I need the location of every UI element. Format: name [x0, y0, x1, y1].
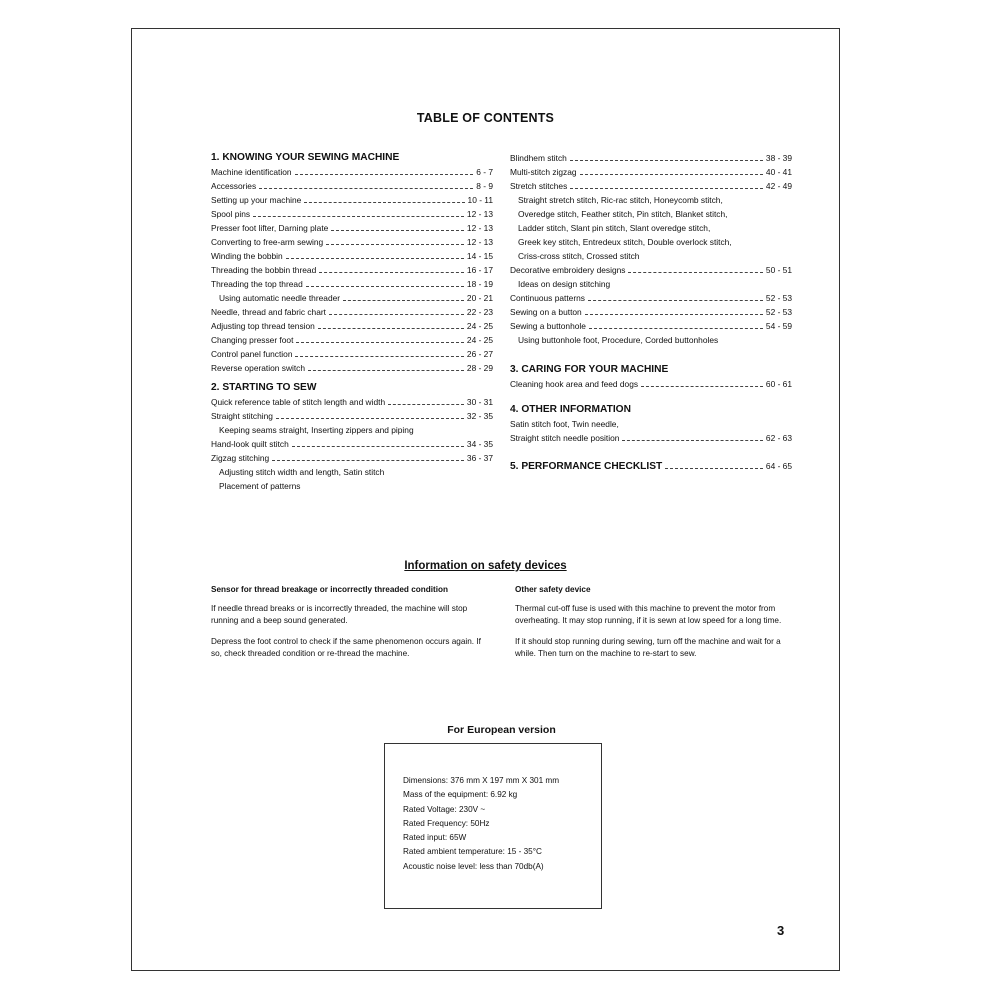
section-heading: 2. STARTING TO SEW	[211, 382, 317, 393]
toc-subentry: Keeping seams straight, Inserting zippers and piping	[219, 425, 414, 435]
toc-entry: Stretch stitches 42 - 49	[510, 181, 792, 191]
safety-left-heading: Sensor for thread breakage or incorrectly threaded condition	[211, 585, 449, 594]
section-heading: 3. CARING FOR YOUR MACHINE	[510, 364, 669, 375]
spec-line: Rated input: 65W	[403, 833, 467, 843]
toc-entry: Straight stitch needle position 62 - 63	[510, 433, 792, 443]
safety-right-heading: Other safety device	[515, 585, 591, 594]
toc-entry: Accessories 8 - 9	[211, 181, 493, 191]
toc-entry: Using automatic needle threader 20 - 21	[219, 293, 493, 303]
toc-subentry: Straight stretch stitch, Ric-rac stitch, Honeycomb stitch,	[518, 195, 723, 205]
toc-entry: Machine identification 6 - 7	[211, 167, 493, 177]
toc-subentry: Adjusting stitch width and length, Satin stitch	[219, 467, 385, 477]
toc-entry: Threading the bobbin thread 16 - 17	[211, 265, 493, 275]
toc-entry: Converting to free-arm sewing 12 - 13	[211, 237, 493, 247]
safety-right-paragraph: If it should stop running during sewing, turn off the machine and wait for a while. Then turn on the machine to re-start to sew.	[515, 637, 781, 658]
toc-subentry: Ideas on design stitching	[518, 279, 611, 289]
toc-subentry: Placement of patterns	[219, 481, 301, 491]
page-title: TABLE OF CONTENTS	[416, 111, 555, 125]
safety-right-block	[515, 585, 792, 669]
toc-subentry: Ladder stitch, Slant pin stitch, Slant overedge stitch,	[518, 223, 711, 233]
toc-entry: Sewing a buttonhole 54 - 59	[510, 321, 792, 331]
manual-page	[131, 28, 840, 971]
safety-left-block	[211, 585, 491, 669]
toc-entry: Spool pins 12 - 13	[211, 209, 493, 219]
spec-line: Mass of the equipment: 6.92 kg	[403, 790, 518, 800]
toc-entry: Control panel function 26 - 27	[211, 349, 493, 359]
spec-line: Rated ambient temperature: 15 - 35°C	[403, 847, 542, 857]
spec-line: Rated Frequency: 50Hz	[403, 818, 490, 828]
toc-entry: Presser foot lifter, Darning plate 12 - 13	[211, 223, 493, 233]
toc-entry: Blindhem stitch 38 - 39	[510, 153, 792, 163]
toc-entry: Changing presser foot 24 - 25	[211, 335, 493, 345]
toc-subentry: Overedge stitch, Feather stitch, Pin stitch, Blanket stitch,	[518, 209, 728, 219]
toc-subentry: Using buttonhole foot, Procedure, Corded buttonholes	[518, 335, 719, 345]
toc-entry: Reverse operation switch 28 - 29	[211, 363, 493, 373]
toc-entry: Threading the top thread 18 - 19	[211, 279, 493, 289]
toc-right-column	[510, 151, 792, 473]
toc-line: Satin stitch foot, Twin needle,	[510, 419, 619, 429]
toc-entry: Setting up your machine 10 - 11	[211, 195, 493, 205]
toc-entry: Decorative embroidery designs 50 - 51	[510, 265, 792, 275]
european-title: For European version	[447, 724, 556, 736]
toc-entry: Zigzag stitching 36 - 37	[211, 453, 493, 463]
spec-box	[384, 743, 602, 909]
page-number: 3	[777, 923, 785, 938]
section-heading: 4. OTHER INFORMATION	[510, 404, 631, 415]
toc-entry: Needle, thread and fabric chart 22 - 23	[211, 307, 493, 317]
toc-subentry: Greek key stitch, Entredeux stitch, Double overlock stitch,	[518, 237, 732, 247]
toc-entry: Quick reference table of stitch length and width 30 - 31	[211, 397, 493, 407]
safety-right-paragraph: Thermal cut-off fuse is used with this machine to prevent the motor from overheating. It may stop running, if it is sewn at low speed for a long time.	[515, 604, 782, 625]
toc-entry: Continuous patterns 52 - 53	[510, 293, 792, 303]
spec-line: Acoustic noise level: less than 70db(A)	[403, 861, 544, 871]
section-heading: 1. KNOWING YOUR SEWING MACHINE	[211, 152, 400, 163]
safety-left-paragraph: If needle thread breaks or is incorrectly threaded, the machine will stop running and a beep sound generated.	[211, 604, 468, 625]
toc-entry: Adjusting top thread tension 24 - 25	[211, 321, 493, 331]
safety-left-paragraph: Depress the foot control to check if the same phenomenon occurs again. If so, check threaded condition or re-thread the machine.	[211, 637, 481, 658]
spec-line: Rated Voltage: 230V ~	[403, 804, 486, 814]
toc-left-column	[211, 151, 493, 493]
toc-entry: Sewing on a button 52 - 53	[510, 307, 792, 317]
toc-entry: Cleaning hook area and feed dogs 60 - 61	[510, 379, 792, 389]
toc-subentry: Criss-cross stitch, Crossed stitch	[518, 251, 640, 261]
safety-title: Information on safety devices	[404, 560, 567, 572]
toc-entry: Multi-stitch zigzag 40 - 41	[510, 167, 792, 177]
toc-entry: Hand-look quilt stitch 34 - 35	[211, 439, 493, 449]
toc-entry: Winding the bobbin 14 - 15	[211, 251, 493, 261]
spec-line: Dimensions: 376 mm X 197 mm X 301 mm	[403, 776, 560, 785]
toc-entry: 5. PERFORMANCE CHECKLIST 64 - 65	[510, 461, 792, 472]
toc-entry: Straight stitching 32 - 35	[211, 411, 493, 421]
